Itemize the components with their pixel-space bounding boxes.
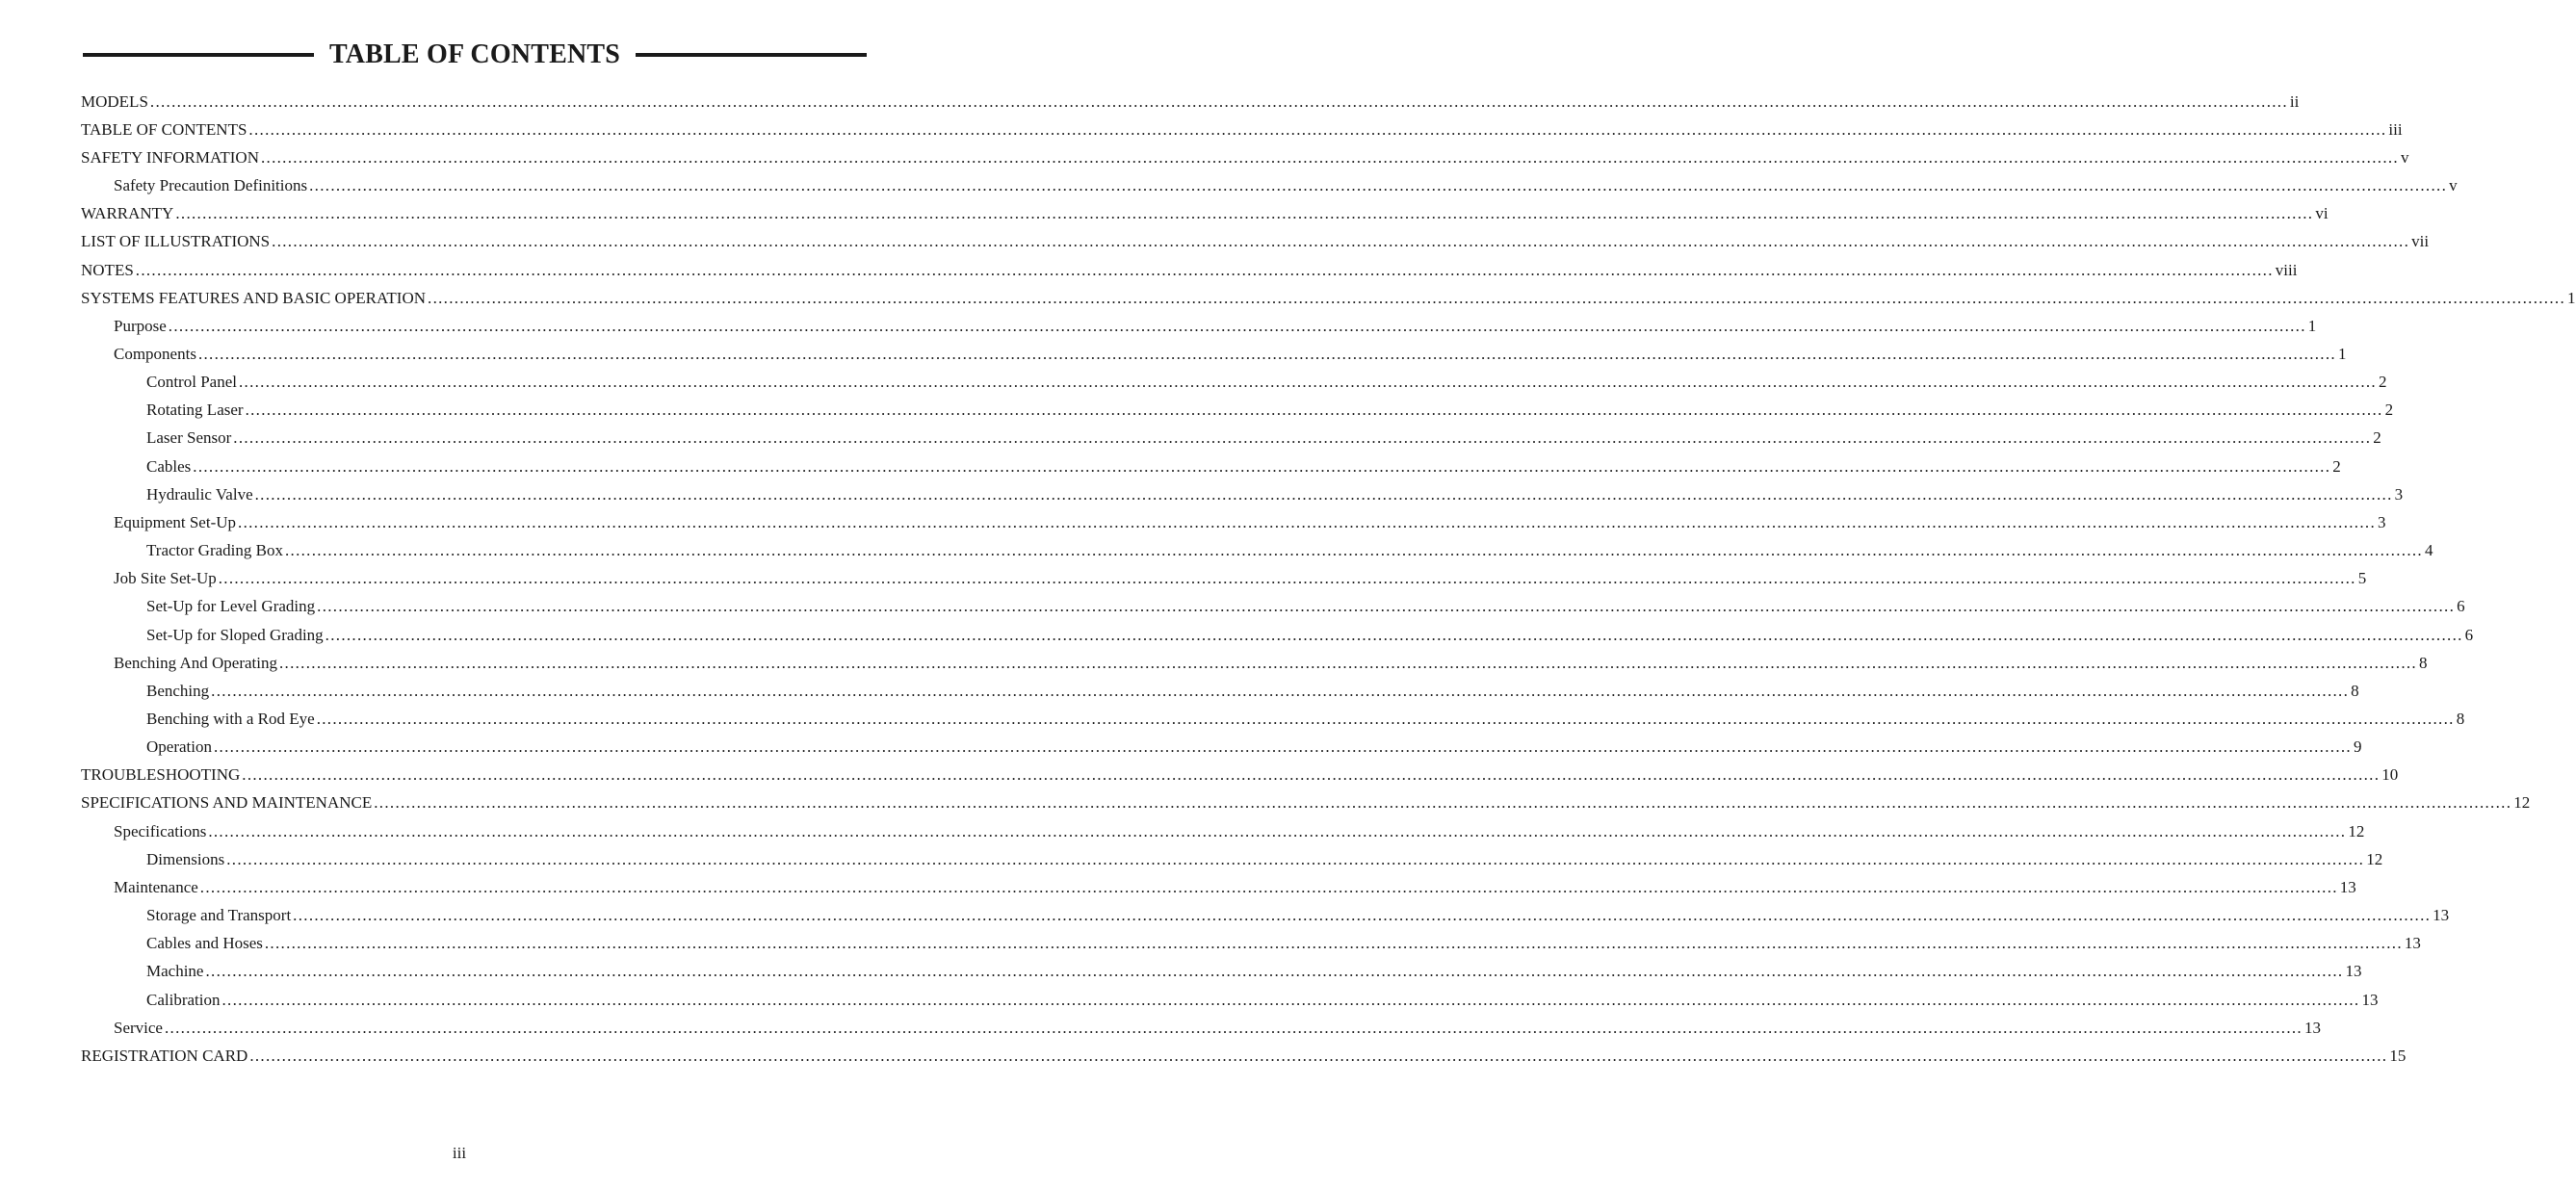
toc-entry-label: Set-Up for Level Grading xyxy=(146,597,316,616)
dot-leader: ................................................................................................................................................................................................................................................................................................................................................................................................................ xyxy=(284,541,2423,560)
toc-entry[interactable] xyxy=(81,397,2394,425)
toc-entry-label: Laser Sensor xyxy=(146,428,232,448)
toc-entry[interactable] xyxy=(81,593,2465,621)
toc-entry-page: 13 xyxy=(2433,906,2450,925)
dot-leader: ................................................................................................................................................................................................................................................................................................................................................................................................................ xyxy=(248,119,2387,139)
toc-entry-page: 13 xyxy=(2303,1018,2321,1037)
toc-entry-page: 3 xyxy=(2394,484,2404,504)
toc-entry[interactable] xyxy=(81,88,2300,116)
toc-entry-page: 15 xyxy=(2389,1046,2407,1065)
dot-leader: ................................................................................................................................................................................................................................................................................................................................................................................................................ xyxy=(242,765,2381,785)
toc-entry-label: Job Site Set-Up xyxy=(114,569,217,588)
toc-entry-label: MODELS xyxy=(81,91,148,111)
dot-leader: ................................................................................................................................................................................................................................................................................................................................................................................................................ xyxy=(233,428,2372,448)
dot-leader: ................................................................................................................................................................................................................................................................................................................................................................................................................ xyxy=(238,373,2377,392)
toc-entry-page: 12 xyxy=(2513,793,2531,813)
header-rule-left xyxy=(83,53,314,57)
toc-entry[interactable] xyxy=(81,116,2403,143)
toc-entry[interactable] xyxy=(81,1042,2407,1070)
toc-entry-label: Benching xyxy=(146,681,210,700)
toc-entry[interactable] xyxy=(81,565,2367,593)
dot-leader: ................................................................................................................................................................................................................................................................................................................................................................................................................ xyxy=(197,344,2336,363)
dot-leader: ................................................................................................................................................................................................................................................................................................................................................................................................................ xyxy=(175,204,2314,223)
toc-entry-page: 2 xyxy=(2373,428,2381,448)
toc-entry-page: 13 xyxy=(2361,990,2379,1009)
toc-entry[interactable] xyxy=(81,228,2430,256)
dot-leader: ................................................................................................................................................................................................................................................................................................................................................................................................................ xyxy=(309,176,2448,195)
dot-leader: ................................................................................................................................................................................................................................................................................................................................................................................................................ xyxy=(221,990,2360,1009)
toc-entry-label: Safety Precaution Definitions xyxy=(114,176,308,195)
toc-entry-page: 6 xyxy=(2457,597,2465,616)
toc-entry-page: 3 xyxy=(2378,512,2386,531)
toc-entry-page: 12 xyxy=(2366,849,2383,868)
toc-entry[interactable] xyxy=(81,312,2317,340)
dot-leader: ................................................................................................................................................................................................................................................................................................................................................................................................................ xyxy=(135,260,2274,279)
dot-leader: ................................................................................................................................................................................................................................................................................................................................................................................................................ xyxy=(211,681,2350,700)
toc-entry-label: Components xyxy=(114,344,196,363)
toc-entry-page: 1 xyxy=(2307,316,2317,335)
dot-leader: ................................................................................................................................................................................................................................................................................................................................................................................................................ xyxy=(249,1046,2388,1065)
dot-leader: ................................................................................................................................................................................................................................................................................................................................................................................................................ xyxy=(272,232,2410,251)
toc-entry[interactable] xyxy=(81,734,2362,762)
toc-entry-label: Cables xyxy=(146,456,192,476)
toc-entry-page: 10 xyxy=(2381,765,2399,785)
dot-leader: ................................................................................................................................................................................................................................................................................................................................................................................................................ xyxy=(213,737,2352,757)
toc-entry-label: SPECIFICATIONS AND MAINTENANCE xyxy=(81,793,373,813)
toc-entry-page: 13 xyxy=(2345,962,2362,981)
toc-entry-label: NOTES xyxy=(81,260,134,279)
toc-entry[interactable] xyxy=(81,621,2474,649)
toc-entry[interactable] xyxy=(81,705,2465,733)
toc-entry-label: Purpose xyxy=(114,316,167,335)
dot-leader: ................................................................................................................................................................................................................................................................................................................................................................................................................ xyxy=(317,597,2456,616)
page-number: iii xyxy=(452,1144,467,1162)
toc-entry[interactable] xyxy=(81,817,2365,845)
toc-entry-page: 13 xyxy=(2339,877,2356,896)
dot-leader: ................................................................................................................................................................................................................................................................................................................................................................................................................ xyxy=(149,91,2288,111)
toc-entry-label: Operation xyxy=(146,737,212,757)
toc-entry-label: Service xyxy=(114,1018,163,1037)
dot-leader: ................................................................................................................................................................................................................................................................................................................................................................................................................ xyxy=(325,625,2463,644)
toc-entry[interactable] xyxy=(81,873,2356,901)
dot-leader: ................................................................................................................................................................................................................................................................................................................................................................................................................ xyxy=(238,512,2377,531)
toc-entry-page: 2 xyxy=(2384,401,2394,420)
dot-leader: ................................................................................................................................................................................................................................................................................................................................................................................................................ xyxy=(428,288,2566,307)
toc-entry-page: 1 xyxy=(2337,344,2347,363)
toc-entry-label: LIST OF ILLUSTRATIONS xyxy=(81,232,271,251)
toc-entry-page: 12 xyxy=(2348,821,2365,840)
toc-entry-label: Maintenance xyxy=(114,877,198,896)
toc-entry-page: 6 xyxy=(2464,625,2474,644)
dot-leader: ................................................................................................................................................................................................................................................................................................................................................................................................................ xyxy=(193,456,2331,476)
toc-entry[interactable] xyxy=(81,537,2433,565)
dot-leader: ................................................................................................................................................................................................................................................................................................................................................................................................................ xyxy=(260,147,2399,167)
toc-entry-page: ii xyxy=(2289,91,2300,111)
toc-entry-label: Control Panel xyxy=(146,373,237,392)
toc-entry-label: Machine xyxy=(146,962,204,981)
toc-entry-label: SAFETY INFORMATION xyxy=(81,147,259,167)
toc-entry[interactable] xyxy=(81,452,2341,480)
toc-entry[interactable] xyxy=(81,171,2458,199)
toc-entry-page: 2 xyxy=(2378,373,2387,392)
toc-entry-page: 1 xyxy=(2567,288,2576,307)
dot-leader: ................................................................................................................................................................................................................................................................................................................................................................................................................ xyxy=(293,906,2432,925)
toc-entry[interactable] xyxy=(81,284,2576,312)
toc-entry[interactable] xyxy=(81,930,2421,958)
toc-entry-label: WARRANTY xyxy=(81,204,174,223)
dot-leader: ................................................................................................................................................................................................................................................................................................................................................................................................................ xyxy=(208,821,2347,840)
toc-entry-label: Dimensions xyxy=(146,849,225,868)
toc-entry-label: SYSTEMS FEATURES AND BASIC OPERATION xyxy=(81,288,427,307)
toc-entry[interactable] xyxy=(81,958,2362,986)
toc-entry-page: 8 xyxy=(2456,710,2465,729)
toc-entry[interactable] xyxy=(81,508,2386,536)
toc-entry-label: Tractor Grading Box xyxy=(146,541,283,560)
page-title: TABLE OF CONTENTS xyxy=(328,39,621,69)
toc-entry[interactable] xyxy=(81,902,2450,930)
dot-leader: ................................................................................................................................................................................................................................................................................................................................................................................................................ xyxy=(205,962,2344,981)
dot-leader: ................................................................................................................................................................................................................................................................................................................................................................................................................ xyxy=(168,316,2306,335)
toc-entry-page: v xyxy=(2400,147,2409,167)
dot-leader: ................................................................................................................................................................................................................................................................................................................................................................................................................ xyxy=(164,1018,2303,1037)
toc-entry-page: viii xyxy=(2275,260,2298,279)
dot-leader: ................................................................................................................................................................................................................................................................................................................................................................................................................ xyxy=(316,710,2455,729)
dot-leader: ................................................................................................................................................................................................................................................................................................................................................................................................................ xyxy=(278,653,2417,672)
toc-entry-page: 8 xyxy=(2351,681,2359,700)
toc-entry-label: Calibration xyxy=(146,990,221,1009)
toc-entry-page: iii xyxy=(2388,119,2403,139)
toc-entry-page: 13 xyxy=(2404,934,2421,953)
toc-entry-label: Benching with a Rod Eye xyxy=(146,710,315,729)
toc-entry-label: Storage and Transport xyxy=(146,906,292,925)
toc-entry-page: v xyxy=(2449,176,2458,195)
toc-entry[interactable] xyxy=(81,256,2298,284)
toc-entry[interactable] xyxy=(81,986,2379,1014)
toc-entry[interactable] xyxy=(81,789,2531,817)
toc-entry-label: Hydraulic Valve xyxy=(146,484,253,504)
toc-entry-page: 4 xyxy=(2424,541,2433,560)
toc-entry[interactable] xyxy=(81,200,2329,228)
dot-leader: ................................................................................................................................................................................................................................................................................................................................................................................................................ xyxy=(226,849,2365,868)
toc-entry-label: Cables and Hoses xyxy=(146,934,263,953)
toc-entry-label: TABLE OF CONTENTS xyxy=(81,119,247,139)
toc-entry-page: 9 xyxy=(2353,737,2362,757)
toc-entry-page: 8 xyxy=(2418,653,2428,672)
toc-entry-label: Set-Up for Sloped Grading xyxy=(146,625,324,644)
dot-leader: ................................................................................................................................................................................................................................................................................................................................................................................................................ xyxy=(218,569,2356,588)
toc-entry[interactable] xyxy=(81,649,2428,677)
toc-entry[interactable] xyxy=(81,677,2359,705)
toc-entry-page: vii xyxy=(2411,232,2430,251)
toc-entry[interactable] xyxy=(81,369,2387,397)
dot-leader: ................................................................................................................................................................................................................................................................................................................................................................................................................ xyxy=(264,934,2403,953)
toc-list xyxy=(81,88,2576,1070)
toc-entry[interactable] xyxy=(81,845,2383,873)
dot-leader: ................................................................................................................................................................................................................................................................................................................................................................................................................ xyxy=(254,484,2393,504)
dot-leader: ................................................................................................................................................................................................................................................................................................................................................................................................................ xyxy=(245,401,2383,420)
toc-entry-label: Rotating Laser xyxy=(146,401,244,420)
toc-entry-label: REGISTRATION CARD xyxy=(81,1046,248,1065)
toc-entry-page: 5 xyxy=(2357,569,2367,588)
toc-entry[interactable] xyxy=(81,340,2347,368)
page-header xyxy=(83,33,867,77)
toc-entry-label: Specifications xyxy=(114,821,207,840)
toc-entry[interactable] xyxy=(81,1014,2321,1042)
dot-leader: ................................................................................................................................................................................................................................................................................................................................................................................................................ xyxy=(374,793,2512,813)
toc-entry[interactable] xyxy=(81,762,2399,789)
toc-entry-label: Benching And Operating xyxy=(114,653,277,672)
toc-entry[interactable] xyxy=(81,143,2409,171)
toc-entry-page: 2 xyxy=(2332,456,2341,476)
toc-entry-page: vi xyxy=(2315,204,2329,223)
toc-entry[interactable] xyxy=(81,425,2381,452)
toc-entry-label: Equipment Set-Up xyxy=(114,512,237,531)
dot-leader: ................................................................................................................................................................................................................................................................................................................................................................................................................ xyxy=(199,877,2338,896)
toc-entry-label: TROUBLESHOOTING xyxy=(81,765,241,785)
header-rule-right xyxy=(636,53,867,57)
toc-entry[interactable] xyxy=(81,480,2404,508)
